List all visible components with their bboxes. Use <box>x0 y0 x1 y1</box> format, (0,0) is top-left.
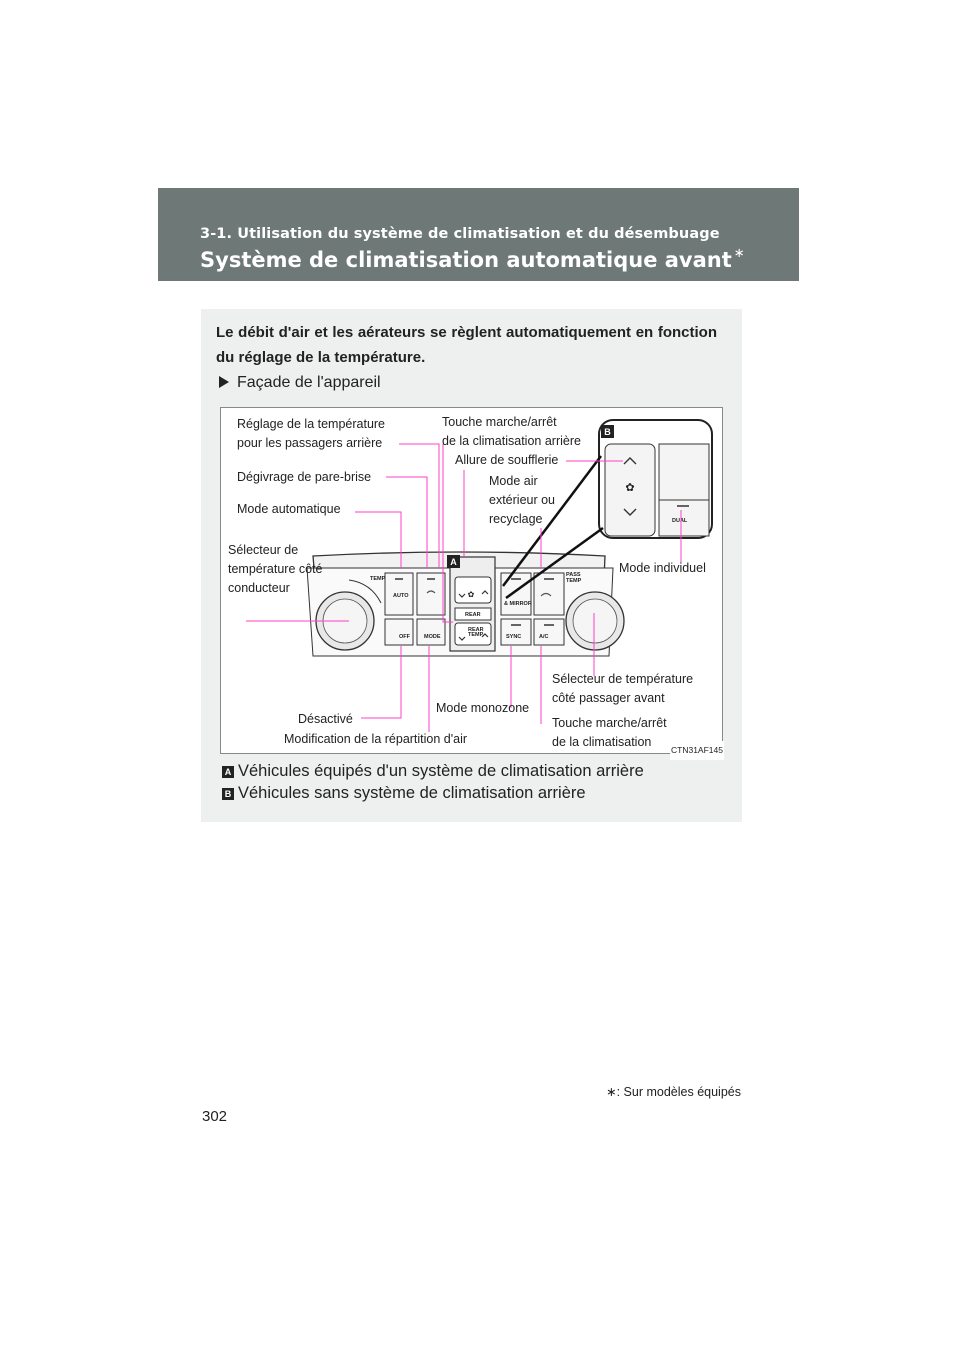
label-defrost: Dégivrage de pare-brise <box>237 470 372 484</box>
label-auto: Mode automatique <box>237 502 341 516</box>
panel-ac-text: A/C <box>539 634 549 640</box>
footnote-mark: ∗ <box>733 246 745 261</box>
panel-rear2-text: REAR <box>468 627 484 633</box>
page-title-text: Système de climatisation automatique avant <box>200 248 732 272</box>
passenger-temp-knob-icon <box>566 592 624 650</box>
section-title: 3-1. Utilisation du système de climatisation et du désembuage <box>200 226 720 242</box>
figure-code: CTN31AF145 <box>670 741 724 760</box>
label-ac: Touche marche/arrêt de la climatisation <box>552 716 667 749</box>
label-rear-ac: Touche marche/arrêt de la climatisation arrière <box>442 415 581 448</box>
section-header <box>158 188 799 281</box>
label-mono: Mode monozone <box>436 701 530 715</box>
page-number: 302 <box>202 1108 228 1125</box>
legend-b-text: Véhicules sans système de climatisation arrière <box>238 784 586 802</box>
svg-text:✿: ✿ <box>625 481 635 494</box>
label-fan-speed: Allure de soufflerie <box>455 453 559 467</box>
control-panel-figure <box>220 407 723 754</box>
bullet-heading <box>219 374 381 392</box>
panel-sync-text: SYNC <box>506 634 522 640</box>
label-off: Désactivé <box>298 712 353 726</box>
panel-pass-text: PASS <box>566 572 581 578</box>
legend-a-text: Véhicules équipés d'un système de climatisation arrière <box>238 762 644 780</box>
legend-b <box>222 784 586 803</box>
footnote: ∗: Sur modèles équipés <box>606 1085 741 1099</box>
panel-pass-temp-text: TEMP <box>566 578 582 584</box>
callout-b-text: B <box>604 427 611 437</box>
label-dual: Mode individuel <box>619 561 706 575</box>
bullet-text: Façade de l'appareil <box>237 374 381 391</box>
panel-off-text: OFF <box>399 634 410 640</box>
label-rear-temp: Réglage de la température pour les passagers arrière <box>237 417 386 450</box>
panel-rear-temp-text: TEMP <box>468 632 484 638</box>
label-mode: Modification de la répartition d'air <box>284 732 468 746</box>
label-outside-air: Mode air extérieur ou recyclage <box>489 474 556 526</box>
label-driver-temp: Sélecteur de température côté conducteur <box>228 543 323 595</box>
page-title <box>200 248 745 272</box>
panel-dual-text: DUAL <box>672 518 688 524</box>
callout-a-text: A <box>450 557 457 567</box>
legend-b-badge: B <box>222 788 234 800</box>
svg-text:✿: ✿ <box>467 590 475 599</box>
legend-a-badge: A <box>222 766 234 778</box>
triangle-bullet-icon <box>219 376 229 388</box>
intro-paragraph: Le débit d'air et les aérateurs se règlent automatiquement en fonction du réglage de la température. <box>216 324 717 366</box>
panel-auto-text: AUTO <box>393 593 409 599</box>
panel-temp-text: TEMP <box>370 576 386 582</box>
panel-mode-text: MODE <box>424 634 441 640</box>
legend-a <box>222 762 644 781</box>
panel-rear-text: REAR <box>465 612 481 618</box>
label-pass-temp: Sélecteur de température côté passager avant <box>552 672 694 705</box>
panel-mirror-text: & MIRROR <box>504 601 532 607</box>
